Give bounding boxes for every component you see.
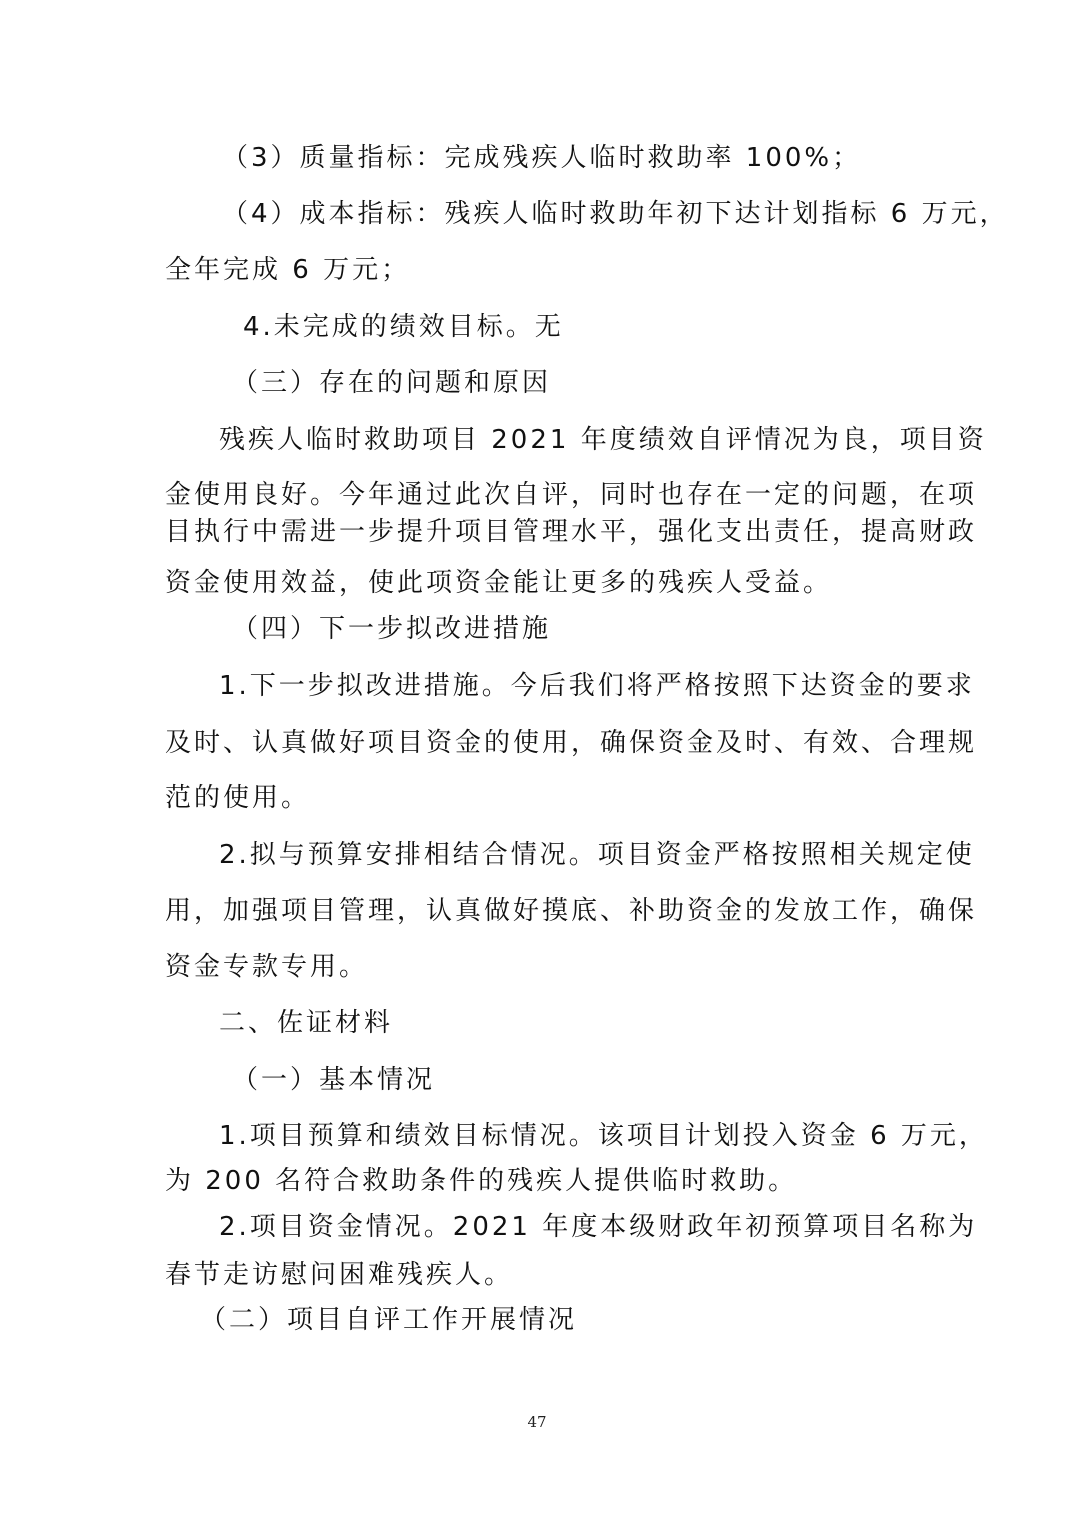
basic-info-paragraph-line-2: 为 200 名符合救助条件的残疾人提供临时救助。	[165, 1166, 798, 1196]
improvement-paragraph-line-2: 及时、认真做好项目资金的使用，确保资金及时、有效、合理规	[165, 728, 978, 758]
basic-info-paragraph-line-1: 1.项目预算和绩效目标情况。该项目计划投入资金 6 万元，	[219, 1121, 988, 1151]
problems-paragraph-line-3: 目执行中需进一步提升项目管理水平，强化支出责任，提高财政	[165, 517, 978, 547]
unfinished-goals-line: 4.未完成的绩效目标。无	[243, 312, 564, 342]
section-heading-evidence: 二、佐证材料	[219, 1008, 394, 1038]
cost-indicator-line-cont: 全年完成 6 万元；	[165, 255, 411, 285]
quality-indicator-line: （3）质量指标：完成残疾人临时救助率 100%；	[222, 143, 862, 173]
section-heading-basic-info: （一）基本情况	[232, 1065, 436, 1095]
budget-paragraph-line-2: 用，加强项目管理，认真做好摸底、补助资金的发放工作，确保	[165, 896, 978, 926]
problems-paragraph-line-4: 资金使用效益，使此项资金能让更多的残疾人受益。	[165, 568, 833, 598]
cost-indicator-line: （4）成本指标：残疾人临时救助年初下达计划指标 6 万元，	[222, 199, 1009, 229]
budget-paragraph-line-1: 2.拟与预算安排相结合情况。项目资金严格按照相关规定使	[219, 840, 975, 870]
budget-paragraph-line-3: 资金专款专用。	[165, 952, 369, 982]
problems-paragraph-line-1: 残疾人临时救助项目 2021 年度绩效自评情况为良，项目资	[219, 425, 987, 455]
section-heading-problems: （三）存在的问题和原因	[232, 368, 552, 398]
section-heading-improvements: （四）下一步拟改进措施	[232, 614, 552, 644]
section-heading-self-evaluation: （二）项目自评工作开展情况	[200, 1305, 578, 1335]
funding-paragraph-line-2: 春节走访慰问困难残疾人。	[165, 1260, 514, 1290]
page-number: 47	[527, 1413, 547, 1431]
funding-paragraph-line-1: 2.项目资金情况。2021 年度本级财政年初预算项目名称为	[219, 1212, 978, 1242]
problems-paragraph-line-2: 金使用良好。今年通过此次自评，同时也存在一定的问题，在项	[165, 480, 978, 510]
improvement-paragraph-line-1: 1.下一步拟改进措施。今后我们将严格按照下达资金的要求	[219, 671, 975, 701]
improvement-paragraph-line-3: 范的使用。	[165, 783, 311, 813]
